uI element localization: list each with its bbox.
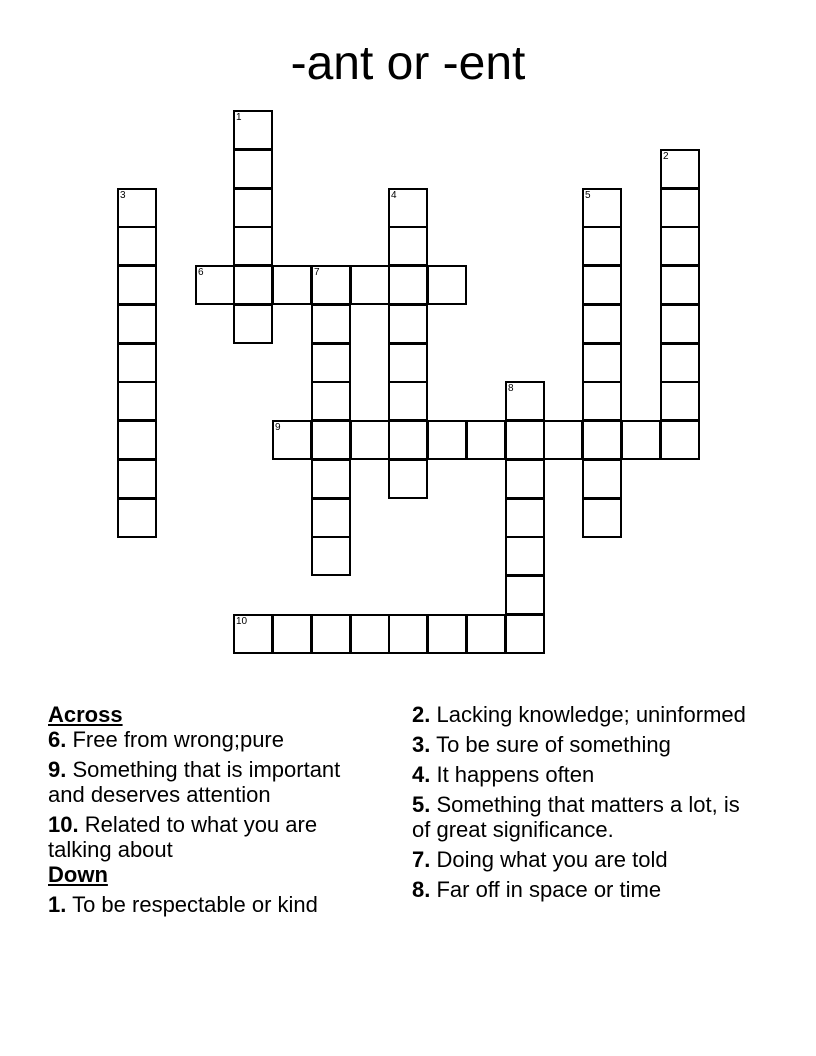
cell-number: 10 [236, 616, 248, 627]
grid-cell[interactable] [582, 265, 622, 305]
grid-cell[interactable] [660, 149, 700, 189]
clue-down-3 [412, 732, 752, 757]
clue-text: To be sure of something [430, 732, 671, 757]
grid-cell[interactable] [117, 420, 157, 460]
grid-cell[interactable] [660, 226, 700, 266]
grid-cell[interactable] [311, 420, 351, 460]
grid-cell[interactable] [195, 265, 235, 305]
clue-text: Far off in space or time [430, 877, 662, 902]
grid-cell[interactable] [311, 459, 351, 499]
grid-cell[interactable] [582, 420, 622, 460]
clue-down-7 [412, 847, 752, 872]
cell-number: 1 [236, 112, 242, 123]
grid-cell[interactable] [311, 304, 351, 344]
clue-text: Lacking knowledge; uninformed [430, 702, 746, 727]
grid-cell[interactable] [388, 420, 428, 460]
grid-cell[interactable] [311, 498, 351, 538]
grid-cell[interactable] [427, 420, 467, 460]
across-heading: Across [48, 702, 123, 727]
clue-text: Something that matters a lot, is of great significance. [412, 792, 740, 842]
grid-cell[interactable] [388, 265, 428, 305]
clue-down-2 [412, 702, 752, 727]
clue-number: 3. [412, 732, 431, 757]
cell-number: 3 [120, 190, 126, 201]
cell-number: 4 [391, 190, 397, 201]
clue-number: 7. [412, 847, 431, 872]
clue-number: 4. [412, 762, 431, 787]
grid-cell[interactable] [660, 265, 700, 305]
grid-cell[interactable] [350, 265, 390, 305]
clue-text: It happens often [430, 762, 595, 787]
clue-down-8 [412, 877, 752, 902]
grid-cell[interactable] [117, 459, 157, 499]
clue-text: To be respectable or kind [66, 892, 318, 917]
grid-cell[interactable] [505, 381, 545, 421]
clue-down-1 [48, 892, 378, 917]
grid-cell[interactable] [427, 265, 467, 305]
grid-cell[interactable] [388, 459, 428, 499]
cell-number: 7 [314, 267, 320, 278]
puzzle-title: -ant or -ent [290, 37, 526, 90]
grid-cell[interactable] [543, 420, 583, 460]
grid-cell[interactable] [388, 381, 428, 421]
grid-cell[interactable] [582, 498, 622, 538]
clue-number: 1. [48, 892, 67, 917]
grid-cell[interactable] [233, 149, 273, 189]
grid-cell[interactable] [388, 188, 428, 228]
grid-cell[interactable] [505, 575, 545, 615]
grid-cell[interactable] [117, 381, 157, 421]
clues-left-column [48, 702, 378, 922]
grid-cell[interactable] [388, 304, 428, 344]
grid-cell[interactable] [311, 381, 351, 421]
grid-cell[interactable] [350, 420, 390, 460]
grid-cell[interactable] [660, 420, 700, 460]
clue-across-10 [48, 812, 378, 862]
clue-number: 2. [412, 702, 431, 727]
grid-cell[interactable] [582, 381, 622, 421]
grid-cell[interactable] [660, 381, 700, 421]
grid-cell[interactable] [233, 614, 273, 654]
grid-cell[interactable] [233, 226, 273, 266]
cell-number: 2 [663, 151, 669, 162]
clue-number: 10. [48, 812, 79, 837]
clue-number: 8. [412, 877, 431, 902]
grid-cell[interactable] [233, 110, 273, 150]
grid-cell[interactable] [505, 614, 545, 654]
grid-cell[interactable] [505, 536, 545, 576]
clue-text: Something that is important and deserves attention [48, 757, 341, 807]
cell-number: 5 [585, 190, 591, 201]
clue-number: 6. [48, 727, 67, 752]
grid-cell[interactable] [233, 188, 273, 228]
grid-cell[interactable] [582, 343, 622, 383]
grid-cell[interactable] [117, 304, 157, 344]
grid-cell[interactable] [388, 614, 428, 654]
grid-cell[interactable] [388, 226, 428, 266]
clue-text: Related to what you are talking about [48, 812, 318, 862]
grid-cell[interactable] [582, 459, 622, 499]
clue-across-6 [48, 727, 378, 752]
grid-cell[interactable] [272, 265, 312, 305]
grid-cell[interactable] [427, 614, 467, 654]
grid-cell[interactable] [660, 343, 700, 383]
grid-cell[interactable] [621, 420, 661, 460]
grid-cell[interactable] [311, 536, 351, 576]
cell-number: 8 [508, 383, 514, 394]
clue-text: Doing what you are told [430, 847, 668, 872]
down-heading: Down [48, 862, 108, 887]
grid-cell[interactable] [505, 459, 545, 499]
grid-cell[interactable] [117, 226, 157, 266]
clues-right-column [412, 702, 752, 907]
grid-cell[interactable] [466, 614, 506, 654]
clue-down-4 [412, 762, 752, 787]
grid-cell[interactable] [311, 343, 351, 383]
grid-cell[interactable] [582, 226, 622, 266]
clue-number: 9. [48, 757, 67, 782]
grid-cell[interactable] [233, 304, 273, 344]
grid-cell[interactable] [505, 498, 545, 538]
grid-cell[interactable] [117, 188, 157, 228]
grid-cell[interactable] [505, 420, 545, 460]
clue-down-5 [412, 792, 752, 842]
grid-cell[interactable] [117, 265, 157, 305]
grid-cell[interactable] [117, 343, 157, 383]
grid-cell[interactable] [117, 498, 157, 538]
grid-cell[interactable] [272, 614, 312, 654]
clue-number: 5. [412, 792, 431, 817]
grid-cell[interactable] [311, 614, 351, 654]
grid-cell[interactable] [582, 188, 622, 228]
grid-cell[interactable] [660, 188, 700, 228]
grid-cell[interactable] [272, 420, 312, 460]
grid-cell[interactable] [660, 304, 700, 344]
grid-cell[interactable] [388, 343, 428, 383]
clue-text: Free from wrong;pure [66, 727, 284, 752]
grid-cell[interactable] [466, 420, 506, 460]
grid-cell[interactable] [233, 265, 273, 305]
clue-across-9 [48, 757, 378, 807]
cell-number: 6 [198, 267, 204, 278]
grid-cell[interactable] [350, 614, 390, 654]
cell-number: 9 [275, 422, 281, 433]
grid-cell[interactable] [582, 304, 622, 344]
grid-cell[interactable] [311, 265, 351, 305]
